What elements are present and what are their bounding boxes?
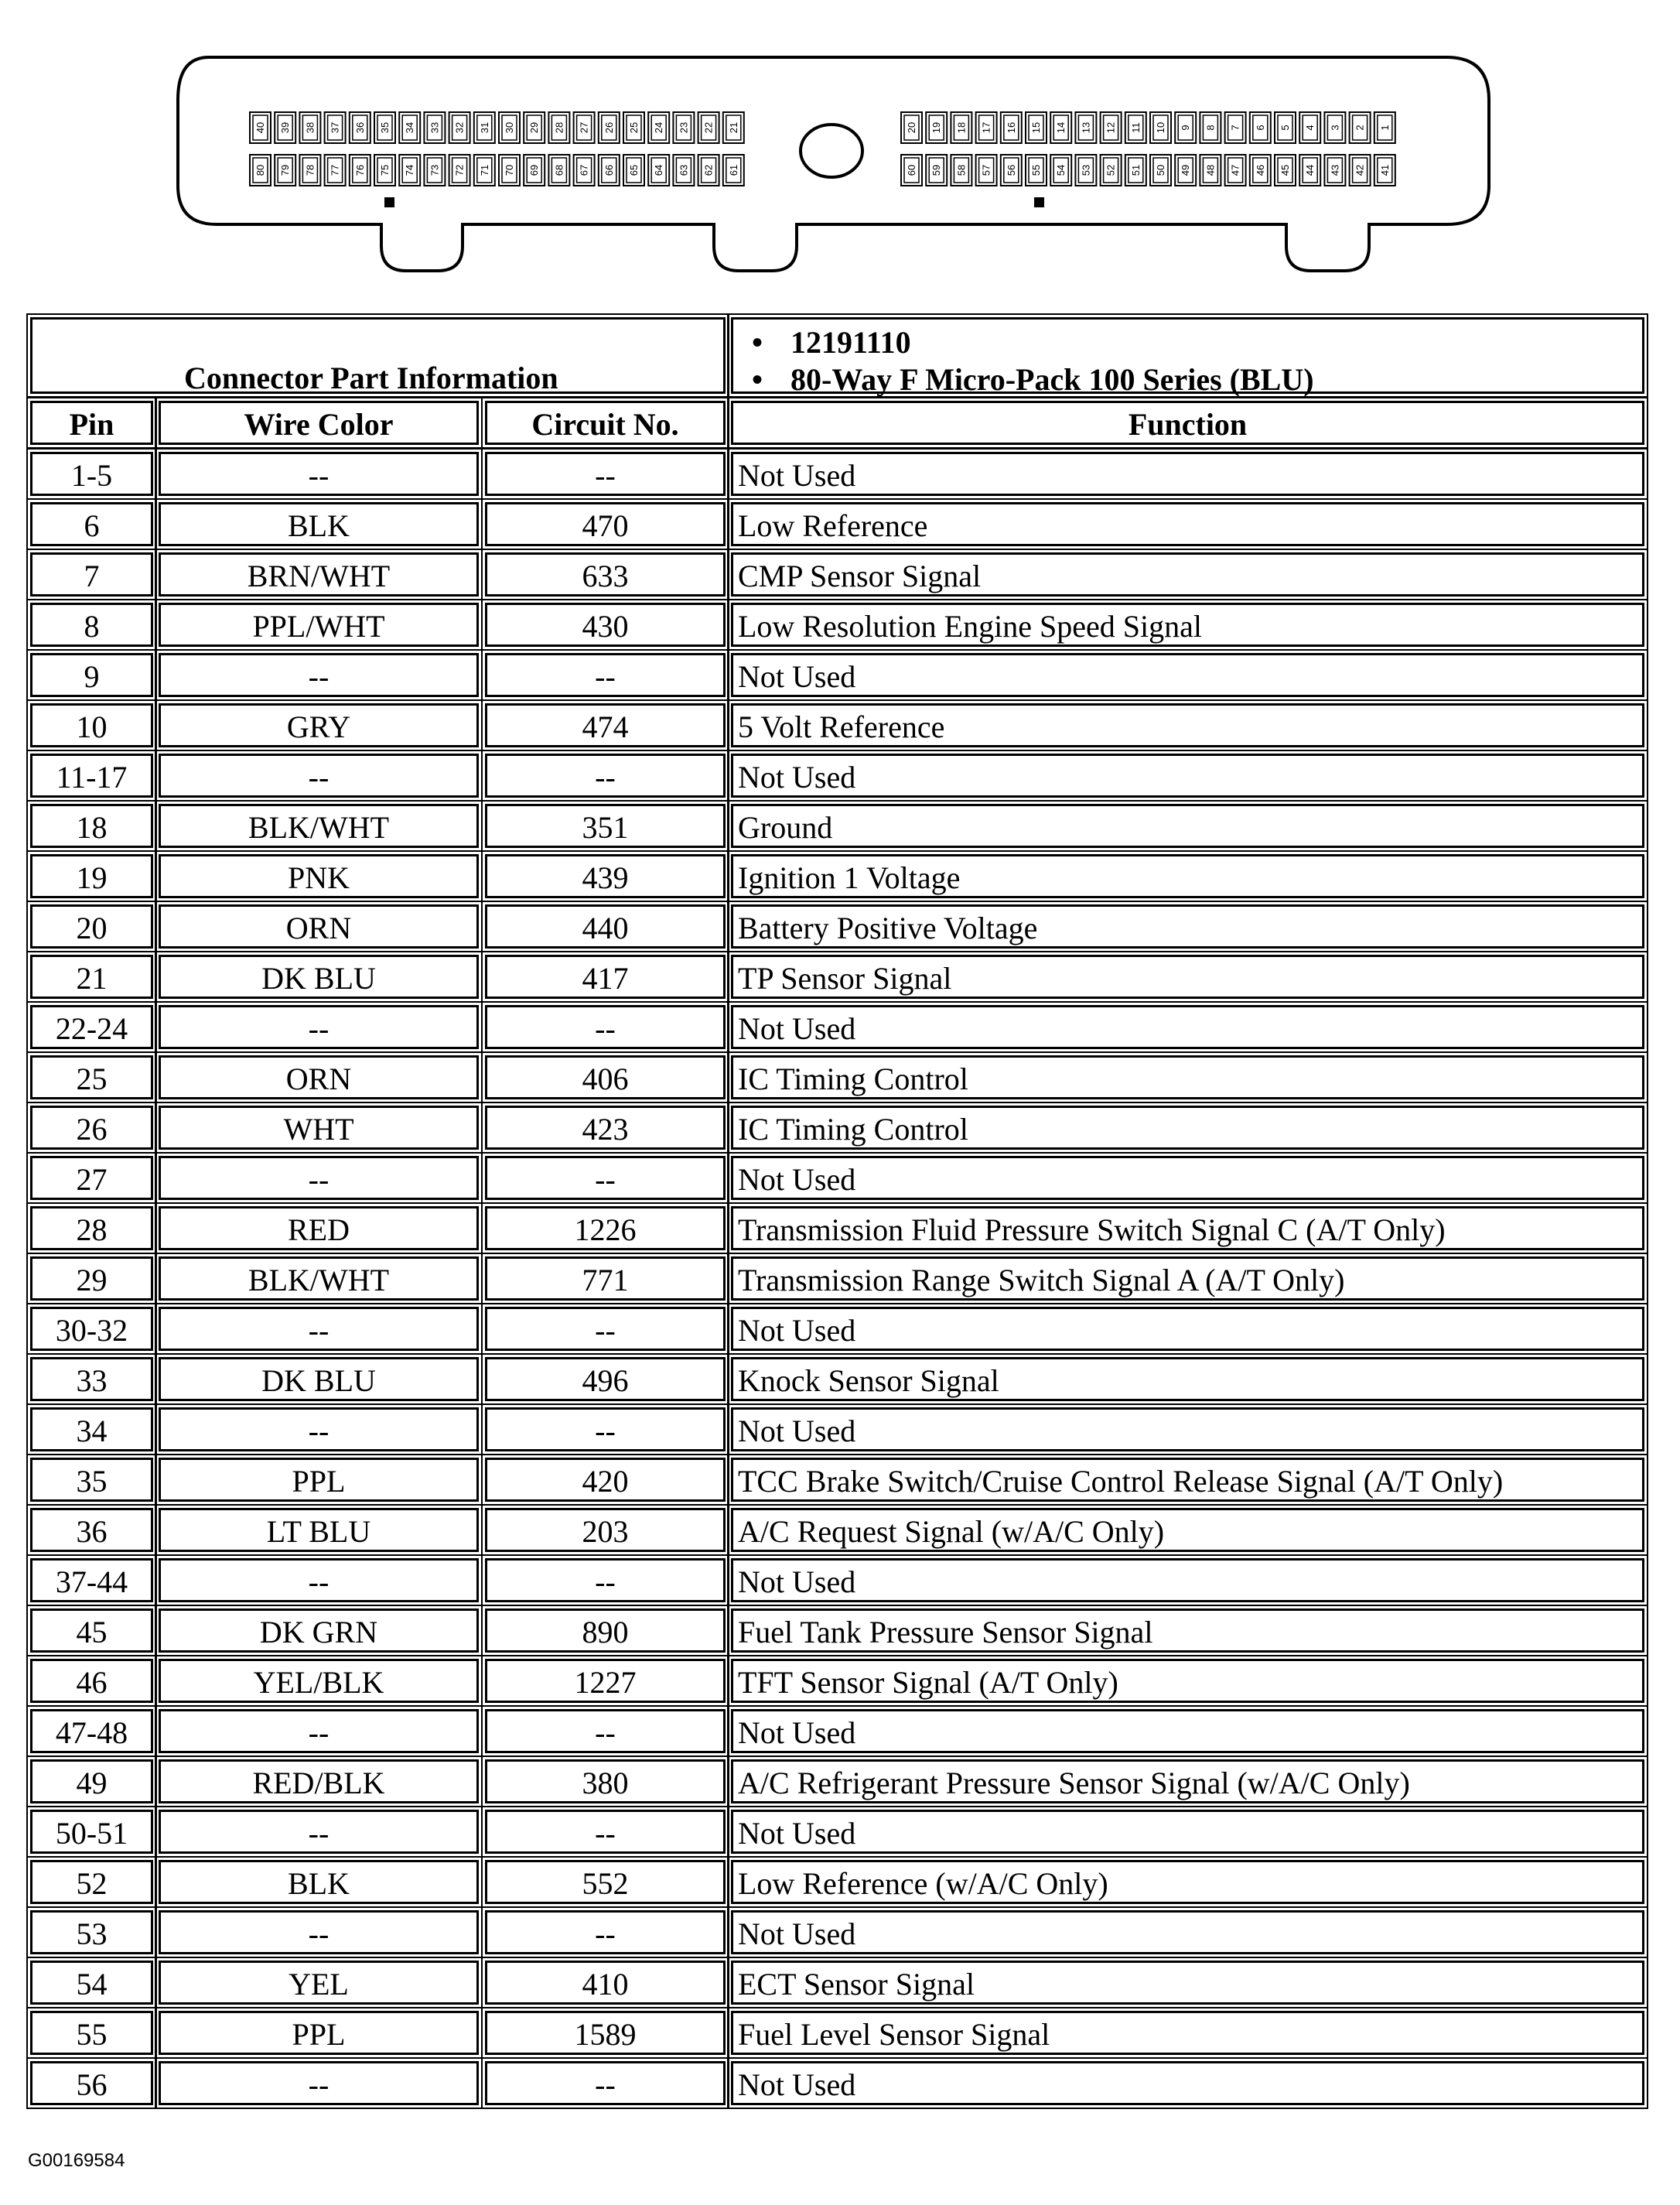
circuit-cell: 474 (485, 703, 726, 747)
function-cell: Not Used (731, 754, 1644, 798)
pin-number-label: 73 (429, 164, 441, 176)
circuit-cell: -- (485, 1407, 726, 1451)
pin-number-label: 42 (1354, 164, 1366, 176)
circuit-cell: -- (485, 1910, 726, 1954)
pin-cell: 7 (30, 552, 153, 597)
function-cell: TFT Sensor Signal (A/T Only) (731, 1659, 1644, 1703)
left-keying-mark (384, 197, 394, 207)
function-cell: Not Used (731, 452, 1644, 496)
circuit-cell: -- (485, 1810, 726, 1854)
function-cell: Not Used (731, 1407, 1644, 1451)
wire-color-cell: -- (159, 2061, 479, 2105)
circuit-cell: 771 (485, 1256, 726, 1301)
wire-color-cell: BLK/WHT (159, 1256, 479, 1301)
wire-color-cell: LT BLU (159, 1508, 479, 1552)
pin-number-label: 50 (1155, 164, 1166, 176)
function-cell: Transmission Fluid Pressure Switch Signal C (A/T Only) (731, 1206, 1644, 1250)
circuit-cell: -- (485, 754, 726, 798)
function-cell: Knock Sensor Signal (731, 1357, 1644, 1401)
wire-color-cell: YEL/BLK (159, 1659, 479, 1703)
circuit-cell: 430 (485, 603, 726, 647)
circuit-cell: 890 (485, 1608, 726, 1653)
circuit-cell: -- (485, 1156, 726, 1200)
pin-number-label: 64 (653, 164, 665, 176)
pin-number-label: 26 (603, 121, 615, 134)
pin-cell: 21 (30, 955, 153, 999)
pin-number-label: 9 (1180, 125, 1192, 131)
pin-number-label: 80 (254, 164, 266, 176)
pin-cell: 28 (30, 1206, 153, 1250)
wire-color-cell: -- (159, 1407, 479, 1451)
circuit-cell: 351 (485, 804, 726, 848)
circuit-cell: 410 (485, 1961, 726, 2005)
wire-color-cell: -- (159, 754, 479, 798)
figure-code: G00169584 (28, 2150, 125, 2171)
pin-number-label: 7 (1229, 125, 1241, 131)
circuit-cell: 496 (485, 1357, 726, 1401)
circuit-cell: 1227 (485, 1659, 726, 1703)
pin-number-label: 70 (504, 164, 515, 176)
pin-number-label: 19 (930, 121, 943, 134)
pin-row-left-bottom (250, 155, 744, 186)
pin-number-label: 78 (304, 164, 316, 176)
pin-row-left-top (250, 112, 744, 143)
circuit-cell: 417 (485, 955, 726, 999)
pin-number-label: 13 (1080, 121, 1092, 134)
pin-cell: 45 (30, 1608, 153, 1653)
pin-number-label: 47 (1229, 164, 1241, 176)
pin-number-label: 41 (1378, 164, 1391, 176)
pin-number-label: 15 (1030, 121, 1042, 134)
pin-number-label: 18 (955, 121, 968, 134)
pin-number-label: 34 (404, 121, 416, 134)
pin-number-label: 60 (906, 164, 917, 176)
function-cell: Low Reference (w/A/C Only) (731, 1860, 1644, 1904)
pin-cell: 11-17 (30, 754, 153, 798)
pin-cell: 52 (30, 1860, 153, 1904)
pin-number-label: 75 (379, 164, 391, 176)
function-cell: Fuel Tank Pressure Sensor Signal (731, 1608, 1644, 1653)
pin-number-label: 65 (628, 164, 640, 176)
circuit-cell: -- (485, 1307, 726, 1351)
circuit-cell: 1589 (485, 2011, 726, 2055)
wire-color-cell: BLK (159, 502, 479, 546)
pin-number-label: 20 (906, 121, 917, 134)
pin-cell: 9 (30, 653, 153, 697)
function-cell: Ground (731, 804, 1644, 848)
function-cell: Transmission Range Switch Signal A (A/T Only) (731, 1256, 1644, 1301)
pin-cell: 34 (30, 1407, 153, 1451)
wire-color-cell: -- (159, 1709, 479, 1753)
wire-color-cell: PPL (159, 2011, 479, 2055)
function-cell: Not Used (731, 1156, 1644, 1200)
column-header-wire-color: Wire Color (159, 401, 479, 445)
circuit-cell: 439 (485, 854, 726, 898)
wire-color-cell: WHT (159, 1106, 479, 1150)
wire-color-cell: PPL (159, 1458, 479, 1502)
pin-cell: 33 (30, 1357, 153, 1401)
pin-number-label: 77 (329, 164, 341, 176)
circuit-cell: 380 (485, 1759, 726, 1803)
pin-number-label: 61 (727, 164, 739, 176)
circuit-cell: -- (485, 1005, 726, 1049)
pin-cell: 46 (30, 1659, 153, 1703)
right-keying-mark (1034, 197, 1044, 207)
pin-number-label: 4 (1304, 125, 1316, 131)
pin-number-label: 68 (553, 164, 565, 176)
pin-number-label: 12 (1105, 121, 1117, 134)
pin-number-label: 55 (1030, 164, 1042, 176)
circuit-cell: 420 (485, 1458, 726, 1502)
pin-cell: 20 (30, 904, 153, 949)
pin-cell: 47-48 (30, 1709, 153, 1753)
pin-number-label: 66 (603, 164, 615, 176)
function-cell: Not Used (731, 1709, 1644, 1753)
pin-cell: 10 (30, 703, 153, 747)
pin-number-label: 22 (702, 121, 715, 134)
wire-color-cell: PNK (159, 854, 479, 898)
pin-number-label: 54 (1055, 164, 1067, 176)
pin-number-label: 40 (254, 121, 266, 134)
wire-color-cell: YEL (159, 1961, 479, 2005)
pin-number-label: 76 (353, 164, 366, 176)
pin-number-label: 48 (1204, 164, 1217, 176)
pin-number-label: 56 (1005, 164, 1017, 176)
wire-color-cell: -- (159, 1558, 479, 1602)
function-cell: 5 Volt Reference (731, 703, 1644, 747)
pin-number-label: 14 (1055, 121, 1067, 134)
wire-color-cell: BLK/WHT (159, 804, 479, 848)
connector-center-hole (801, 125, 862, 177)
pin-number-label: 71 (478, 164, 490, 176)
function-cell: IC Timing Control (731, 1106, 1644, 1150)
circuit-cell: -- (485, 2061, 726, 2105)
pin-number-label: 6 (1254, 125, 1266, 131)
part-number: • 12191110 (790, 324, 1314, 361)
function-cell: Low Reference (731, 502, 1644, 546)
wire-color-cell: -- (159, 1810, 479, 1854)
pin-number-label: 23 (678, 121, 690, 134)
pin-cell: 50-51 (30, 1810, 153, 1854)
function-cell: Not Used (731, 1307, 1644, 1351)
function-cell: TP Sensor Signal (731, 955, 1644, 999)
pin-number-label: 63 (678, 164, 690, 176)
pin-number-label: 36 (353, 121, 366, 134)
pin-number-label: 29 (528, 121, 541, 134)
function-cell: A/C Request Signal (w/A/C Only) (731, 1508, 1644, 1552)
pin-cell: 8 (30, 603, 153, 647)
pin-number-label: 67 (578, 164, 590, 176)
pin-number-label: 44 (1304, 164, 1316, 176)
pin-number-label: 30 (504, 121, 515, 134)
circuit-cell: -- (485, 653, 726, 697)
pin-number-label: 32 (453, 121, 466, 134)
pin-number-label: 10 (1155, 121, 1166, 134)
pin-number-label: 11 (1129, 122, 1142, 133)
pin-number-label: 17 (980, 121, 992, 134)
pin-number-label: 69 (528, 164, 541, 176)
pin-cell: 36 (30, 1508, 153, 1552)
pin-cell: 30-32 (30, 1307, 153, 1351)
pin-number-label: 79 (279, 164, 292, 176)
wire-color-cell: -- (159, 1307, 479, 1351)
circuit-cell: 423 (485, 1106, 726, 1150)
wire-color-cell: -- (159, 653, 479, 697)
pin-number-label: 35 (379, 121, 391, 134)
pin-number-label: 43 (1329, 164, 1341, 176)
pin-number-label: 3 (1329, 125, 1341, 131)
column-header-pin: Pin (30, 401, 153, 445)
pin-number-label: 58 (955, 164, 968, 176)
function-cell: Not Used (731, 653, 1644, 697)
wire-color-cell: DK BLU (159, 955, 479, 999)
wire-color-cell: BLK (159, 1860, 479, 1904)
pin-cell: 18 (30, 804, 153, 848)
pin-row-right-top (901, 112, 1395, 143)
pin-cell: 26 (30, 1106, 153, 1150)
pin-cell: 19 (30, 854, 153, 898)
pin-cell: 35 (30, 1458, 153, 1502)
pin-number-label: 52 (1105, 164, 1117, 176)
pin-cell: 29 (30, 1256, 153, 1301)
pin-number-label: 45 (1279, 164, 1291, 176)
pin-cell: 6 (30, 502, 153, 546)
pin-number-label: 62 (702, 164, 715, 176)
circuit-cell: -- (485, 452, 726, 496)
function-cell: Not Used (731, 2061, 1644, 2105)
pin-number-label: 49 (1180, 164, 1192, 176)
pin-cell: 56 (30, 2061, 153, 2105)
part-info-title-cell (30, 317, 726, 394)
circuit-cell: 1226 (485, 1206, 726, 1250)
function-cell: Not Used (731, 1558, 1644, 1602)
circuit-cell: -- (485, 1709, 726, 1753)
pin-cell: 1-5 (30, 452, 153, 496)
wire-color-cell: GRY (159, 703, 479, 747)
pin-cell: 55 (30, 2011, 153, 2055)
pin-number-label: 16 (1005, 121, 1017, 134)
connector-description: • 80-Way F Micro-Pack 100 Series (BLU) (790, 361, 1314, 398)
pin-cell: 37-44 (30, 1558, 153, 1602)
pin-number-label: 8 (1204, 125, 1217, 131)
function-cell: Not Used (731, 1810, 1644, 1854)
pin-number-label: 53 (1080, 164, 1092, 176)
wire-color-cell: ORN (159, 1055, 479, 1099)
part-info-items-cell (731, 317, 1644, 397)
function-cell: CMP Sensor Signal (731, 552, 1644, 597)
function-cell: Not Used (731, 1910, 1644, 1954)
function-cell: Battery Positive Voltage (731, 904, 1644, 949)
pin-cell: 27 (30, 1156, 153, 1200)
pin-number-label: 59 (930, 164, 943, 176)
connector-face-diagram (0, 0, 1680, 286)
function-cell: ECT Sensor Signal (731, 1961, 1644, 2005)
pin-number-label: 57 (980, 164, 992, 176)
pin-row-right-bottom (901, 155, 1395, 186)
wire-color-cell: RED/BLK (159, 1759, 479, 1803)
wire-color-cell: BRN/WHT (159, 552, 479, 597)
part-info-title: Connector Part Information (184, 361, 558, 395)
wire-color-cell: -- (159, 1156, 479, 1200)
pin-cell: 49 (30, 1759, 153, 1803)
wire-color-cell: -- (159, 1910, 479, 1954)
pin-cell: 25 (30, 1055, 153, 1099)
circuit-cell: 552 (485, 1860, 726, 1904)
pin-number-label: 28 (553, 121, 565, 134)
function-cell: TCC Brake Switch/Cruise Control Release Signal (A/T Only) (731, 1458, 1644, 1502)
pin-cell: 54 (30, 1961, 153, 2005)
wire-color-cell: DK BLU (159, 1357, 479, 1401)
pin-number-label: 1 (1378, 125, 1391, 131)
function-cell: IC Timing Control (731, 1055, 1644, 1099)
pin-number-label: 39 (279, 121, 292, 134)
wire-color-cell: -- (159, 1005, 479, 1049)
pin-number-label: 33 (429, 121, 441, 134)
connector-outline (0, 0, 1680, 286)
pin-number-label: 24 (653, 121, 665, 134)
pin-number-label: 21 (727, 121, 739, 134)
wire-color-cell: DK GRN (159, 1608, 479, 1653)
circuit-cell: 203 (485, 1508, 726, 1552)
pin-number-label: 72 (453, 164, 466, 176)
function-cell: Ignition 1 Voltage (731, 854, 1644, 898)
column-header-circuit: Circuit No. (485, 401, 726, 445)
pin-cell: 22-24 (30, 1005, 153, 1049)
circuit-cell: 633 (485, 552, 726, 597)
wire-color-cell: -- (159, 452, 479, 496)
function-cell: Fuel Level Sensor Signal (731, 2011, 1644, 2055)
wire-color-cell: ORN (159, 904, 479, 949)
pin-number-label: 27 (578, 121, 590, 134)
pin-number-label: 74 (404, 164, 416, 176)
pin-number-label: 38 (304, 121, 316, 134)
column-header-function: Function (731, 401, 1644, 445)
pin-number-label: 51 (1129, 164, 1142, 176)
wire-color-cell: RED (159, 1206, 479, 1250)
circuit-cell: 440 (485, 904, 726, 949)
pin-number-label: 46 (1254, 164, 1266, 176)
pin-number-label: 31 (478, 121, 490, 134)
pin-number-label: 25 (628, 121, 640, 134)
function-cell: Not Used (731, 1005, 1644, 1049)
function-cell: A/C Refrigerant Pressure Sensor Signal (w/A/C Only) (731, 1759, 1644, 1803)
pin-number-label: 2 (1354, 125, 1366, 131)
function-cell: Low Resolution Engine Speed Signal (731, 603, 1644, 647)
wire-color-cell: PPL/WHT (159, 603, 479, 647)
circuit-cell: -- (485, 1558, 726, 1602)
pin-cell: 53 (30, 1910, 153, 1954)
circuit-cell: 406 (485, 1055, 726, 1099)
pin-number-label: 5 (1279, 125, 1291, 131)
part-info-list (790, 324, 1314, 398)
pin-number-label: 37 (329, 121, 341, 134)
circuit-cell: 470 (485, 502, 726, 546)
